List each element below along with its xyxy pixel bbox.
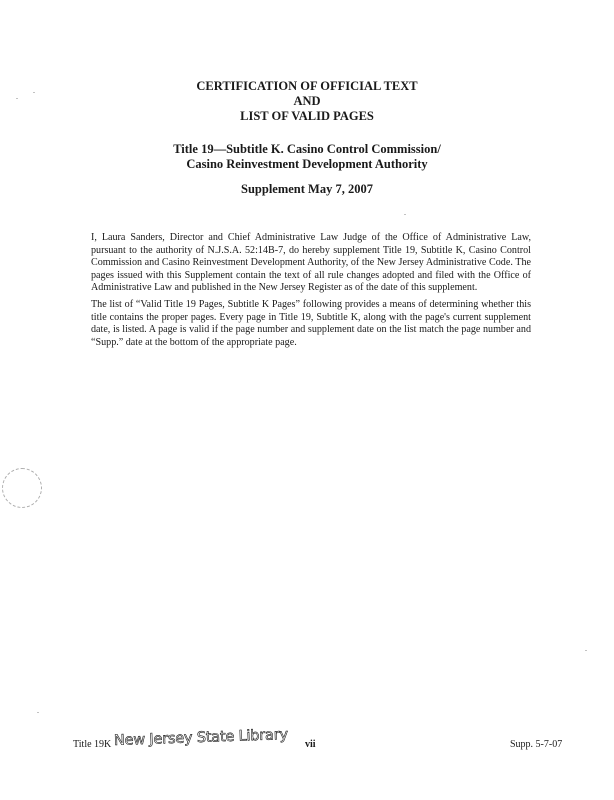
subtitle-heading — [0, 142, 614, 172]
heading-line-2: AND — [293, 94, 321, 108]
certification-paragraph: I, Laura Sanders, Director and Chief Administrative Law Judge of the Office of Administrative Law, pursuant to the authority of N.J.S.A. 52:14B-7, do hereby supplement Title 19, Subtitle K, Casino Control Commission and Casino Reinvestment Development Authority, of the New Jersey Administrative Code. The pages issued with this Supplement contain the text of all rule changes adopted and filed with the Office of Administrative Law and published in the New Jersey Register as of the date of this supplement. — [91, 232, 531, 294]
heading-line-3: LIST OF VALID PAGES — [240, 109, 374, 123]
scan-speck — [33, 92, 35, 93]
scan-speck — [404, 214, 406, 215]
footer-title: Title 19K — [73, 739, 112, 750]
scan-speck — [37, 712, 39, 713]
scan-speck — [16, 98, 18, 99]
footer-page-number: vii — [305, 739, 316, 750]
scan-speck — [585, 650, 587, 651]
supplement-date: Supplement May 7, 2007 — [241, 182, 373, 196]
library-stamp: New Jersey State Library — [113, 726, 289, 749]
certification-heading — [0, 79, 614, 124]
subtitle-line-2: Casino Reinvestment Development Authority — [186, 157, 428, 171]
hole-punch-mark — [2, 468, 42, 508]
valid-pages-paragraph: The list of “Valid Title 19 Pages, Subtitle K Pages” following provides a means of determining whether this title contains the proper pages. Every page in Title 19, Subtitle K, along with the page's current supplement date, is listed. A page is valid if the page number and supplement date on the list match the page number and “Supp.” date at the bottom of the appropriate page. — [91, 299, 531, 348]
subtitle-line-1: Title 19—Subtitle K. Casino Control Commission/ — [173, 142, 441, 156]
footer-supp-date: Supp. 5-7-07 — [510, 739, 563, 750]
heading-line-1: CERTIFICATION OF OFFICIAL TEXT — [196, 79, 418, 93]
